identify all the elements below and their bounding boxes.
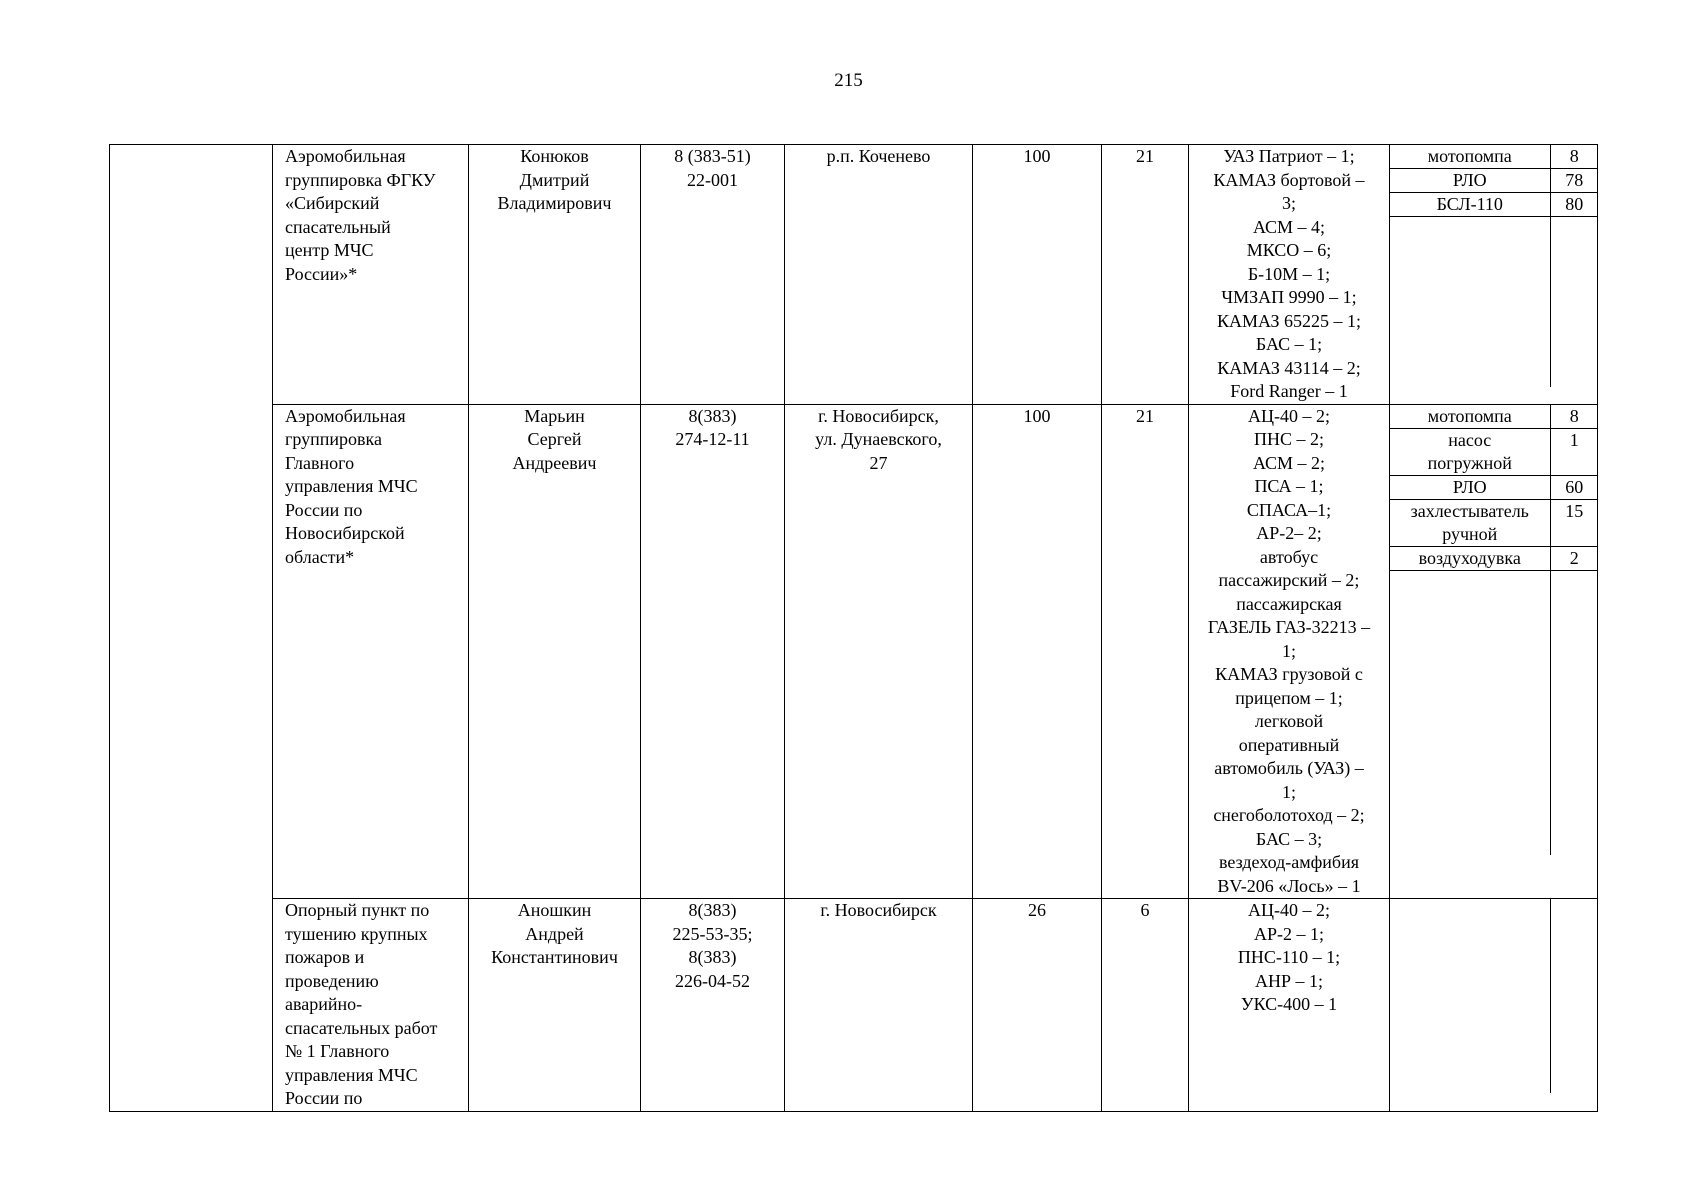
equipment-name-line: воздуходувка (1418, 547, 1521, 568)
phone-cell (641, 899, 785, 1112)
vehicle-line: БАС – 1; (1255, 334, 1323, 354)
vehicle-count-cell: 21 (1102, 404, 1189, 899)
vehicle-line: ПНС – 2; (1253, 429, 1324, 449)
equipment-name (1390, 546, 1550, 570)
head-name-line: Дмитрий (519, 169, 590, 190)
equipment-row (1390, 546, 1598, 570)
equipment-row (1390, 145, 1598, 169)
vehicle-line: АСМ – 4; (1252, 216, 1326, 237)
head-name-cell (469, 145, 641, 405)
vehicles-cell (1189, 899, 1390, 1112)
personnel-cell: 100 (973, 404, 1102, 899)
vehicle-line: пассажирская (1236, 593, 1342, 614)
phone-cell (641, 404, 785, 899)
equipment-row (1390, 405, 1598, 429)
organization-line: спасательный (285, 216, 391, 237)
equipment-name-line: насос (1448, 429, 1492, 450)
organization-line: России по (285, 1088, 363, 1108)
equipment-filler (1550, 570, 1598, 855)
vehicle-line: СПАСА–1; (1246, 499, 1332, 520)
vehicle-line: ПСА – 1; (1254, 476, 1324, 496)
vehicle-line: АР-2 – 1; (1253, 923, 1324, 944)
phone-line: 8(383) (688, 900, 737, 920)
vehicle-count-cell: 21 (1102, 145, 1189, 405)
vehicle-line: 1; (1281, 640, 1296, 661)
equipment-name (1390, 428, 1550, 475)
equipment-row (1390, 475, 1598, 499)
phone-line: 226-04-52 (675, 970, 750, 991)
location-line: г. Новосибирск, (818, 405, 939, 426)
organization-line: аварийно- (285, 994, 363, 1014)
equipment-filler-row (1390, 570, 1598, 855)
phone-line: 8 (383-51) (674, 146, 751, 166)
vehicle-line: АСМ – 2; (1252, 452, 1326, 473)
vehicle-line: КАМАЗ бортовой – (1213, 169, 1365, 190)
vehicle-line: БАС – 3; (1255, 828, 1323, 849)
phone-line: 274-12-11 (675, 429, 750, 449)
phone-line: 8(383) (688, 947, 737, 967)
equipment-name-line: БСЛ-110 (1436, 194, 1503, 214)
head-name-line: Андрей (525, 923, 584, 944)
equipment-filler-row (1390, 217, 1598, 388)
organization-line: пожаров и (285, 947, 365, 967)
organization-line: Новосибирской (285, 523, 405, 543)
equipment-cell (1390, 404, 1598, 899)
head-name-cell (469, 404, 641, 899)
equipment-row (1390, 428, 1598, 475)
organization-cell (273, 145, 469, 405)
equipment-quantity: 8 (1550, 405, 1598, 429)
vehicle-line: ГАЗЕЛЬ ГАЗ-32213 – (1207, 617, 1371, 637)
equipment-table (1390, 145, 1598, 387)
organization-line: управления МЧС (285, 476, 418, 496)
vehicle-count-cell: 6 (1102, 899, 1189, 1112)
vehicle-line: Ford Ranger – 1 (1230, 381, 1348, 401)
vehicle-line: оперативный (1238, 734, 1340, 755)
vehicles-cell (1189, 145, 1390, 405)
equipment-quantity: 60 (1550, 475, 1598, 499)
location-line: р.п. Коченево (826, 146, 931, 166)
head-name-line: Константинович (491, 947, 618, 967)
equipment-name (1390, 193, 1550, 217)
page-number: 215 (834, 70, 863, 91)
equipment-table (1390, 405, 1598, 855)
equipment-name (1390, 405, 1550, 429)
location-cell (785, 899, 973, 1112)
location-line: ул. Дунаевского, (815, 429, 942, 449)
location-cell (785, 145, 973, 405)
equipment-quantity: 15 (1550, 499, 1598, 546)
equipment-filler (1550, 217, 1598, 388)
equipment-row (1390, 499, 1598, 546)
vehicle-line: КАМАЗ 65225 – 1; (1216, 310, 1362, 331)
vehicle-line: снегоболотоход – 2; (1213, 805, 1365, 825)
phone-line: 225-53-35; (672, 923, 753, 944)
equipment-name-line: РЛО (1452, 476, 1487, 497)
organization-line: Главного (285, 452, 355, 473)
vehicle-line: автобус (1259, 546, 1319, 567)
head-name-cell (469, 899, 641, 1112)
table-row (110, 404, 1598, 899)
organization-line: Опорный пункт по (285, 900, 430, 920)
organization-line: «Сибирский (285, 193, 380, 213)
head-name-line: Владимирович (497, 193, 612, 213)
vehicle-line: КАМАЗ грузовой с (1215, 664, 1363, 684)
region-cell (110, 145, 273, 1112)
organization-cell (273, 899, 469, 1112)
location-cell (785, 404, 973, 899)
phone-line: 22-001 (687, 169, 738, 190)
organization-line: группировка ФГКУ (285, 169, 436, 190)
organization-line: Аэромобильная (285, 405, 406, 426)
organization-line: России»* (285, 263, 358, 284)
vehicle-line: 1; (1281, 781, 1296, 802)
equipment-filler (1390, 899, 1550, 1093)
vehicle-line: ПНС-110 – 1; (1237, 947, 1341, 967)
vehicle-line: КАМАЗ 43114 – 2; (1217, 357, 1361, 378)
equipment-quantity: 2 (1550, 546, 1598, 570)
organization-line: управления МЧС (285, 1064, 418, 1085)
equipment-cell (1390, 899, 1598, 1112)
equipment-row (1390, 193, 1598, 217)
vehicle-line: АЦ-40 – 2; (1248, 900, 1330, 920)
phone-line: 8(383) (688, 405, 737, 426)
equipment-name-line: мотопомпа (1427, 405, 1512, 426)
vehicle-line: пассажирский – 2; (1218, 570, 1360, 590)
organization-cell (273, 404, 469, 899)
equipment-name-line: мотопомпа (1427, 146, 1512, 166)
equipment-row (1390, 169, 1598, 193)
equipment-cell (1390, 145, 1598, 405)
organization-line: России по (285, 499, 363, 520)
vehicle-line: УКС-400 – 1 (1240, 994, 1338, 1014)
vehicle-line: Б-10М – 1; (1247, 263, 1331, 284)
table-row (110, 899, 1598, 1112)
equipment-quantity: 78 (1550, 169, 1598, 193)
personnel-cell: 26 (973, 899, 1102, 1112)
equipment-name (1390, 169, 1550, 193)
equipment-quantity: 80 (1550, 193, 1598, 217)
equipment-name-line: захлестыватель (1410, 500, 1529, 521)
organization-line: тушению крупных (285, 923, 428, 944)
equipment-table (1390, 899, 1598, 1093)
vehicle-line: легковой (1254, 711, 1324, 731)
organization-line: Аэромобильная (285, 146, 406, 166)
vehicle-line: прицепом – 1; (1235, 687, 1343, 708)
vehicle-line: МКСО – 6; (1246, 240, 1332, 260)
personnel-cell: 100 (973, 145, 1102, 405)
vehicle-line: АР-2– 2; (1256, 523, 1322, 543)
equipment-quantity: 8 (1550, 145, 1598, 169)
phone-cell (641, 145, 785, 405)
head-name-line: Конюков (520, 146, 589, 166)
organization-line: области* (285, 546, 355, 567)
equipment-filler (1550, 899, 1598, 1093)
equipment-name (1390, 499, 1550, 546)
equipment-name-line: ручной (1442, 523, 1498, 544)
table-row (110, 145, 1598, 405)
resources-table (109, 144, 1598, 1112)
organization-line: проведению (285, 970, 379, 991)
vehicle-line: АЦ-40 – 2; (1248, 405, 1330, 426)
organization-line: группировка (285, 429, 383, 449)
vehicle-line: ЧМЗАП 9990 – 1; (1221, 287, 1357, 307)
organization-line: спасательных работ (285, 1017, 438, 1038)
equipment-name (1390, 475, 1550, 499)
equipment-name-line: РЛО (1452, 170, 1487, 190)
equipment-name (1390, 145, 1550, 169)
equipment-quantity: 1 (1550, 428, 1598, 475)
head-name-line: Марьин (524, 405, 585, 426)
equipment-filler (1390, 570, 1550, 855)
location-line: 27 (869, 452, 888, 473)
vehicle-line: УАЗ Патриот – 1; (1223, 146, 1355, 166)
vehicle-line: вездеход-амфибия (1219, 852, 1359, 872)
equipment-name-line: погружной (1427, 452, 1512, 473)
equipment-filler (1390, 217, 1550, 388)
equipment-filler-row (1390, 899, 1598, 1093)
head-name-line: Андреевич (512, 452, 597, 473)
vehicle-line: АНР – 1; (1254, 970, 1323, 991)
vehicle-line: 3; (1281, 193, 1296, 213)
vehicle-line: автомобиль (УАЗ) – (1214, 758, 1364, 778)
vehicles-cell (1189, 404, 1390, 899)
location-line: г. Новосибирск (820, 900, 937, 920)
head-name-line: Аношкин (517, 900, 592, 920)
organization-line: центр МЧС (285, 240, 374, 260)
head-name-line: Сергей (527, 429, 582, 449)
vehicle-line: BV-206 «Лось» – 1 (1217, 875, 1361, 896)
organization-line: № 1 Главного (285, 1041, 390, 1061)
